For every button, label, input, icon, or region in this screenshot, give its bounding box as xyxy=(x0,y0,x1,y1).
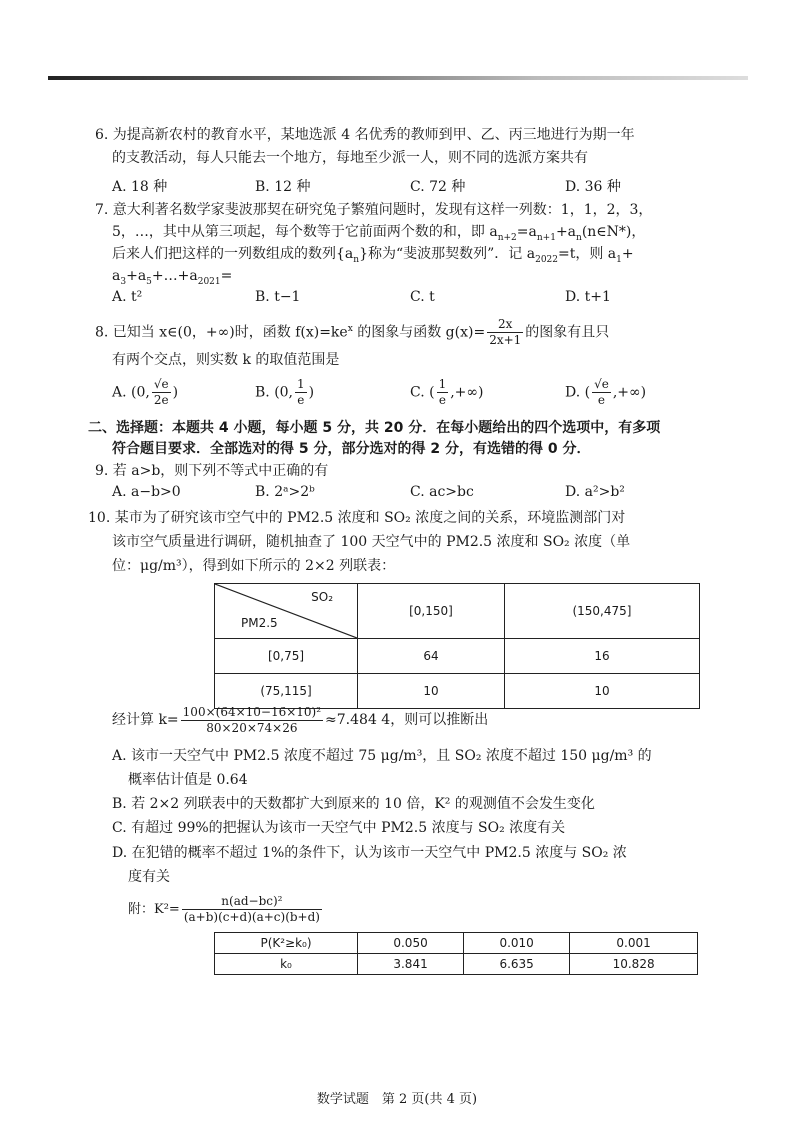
table-cell: 0.050 xyxy=(358,933,464,954)
q10-option-d-line1: D. 在犯错的概率不超过 1%的条件下，认为该市一天空气中 PM2.5 浓度与 SO₂ 浓 xyxy=(112,845,627,861)
q10-option-d-line2: 度有关 xyxy=(128,869,170,885)
table-cell: 6.635 xyxy=(464,954,570,975)
q9-option-d: D. a²>b² xyxy=(565,484,625,500)
q10-stem-line3: 位：μg/m³），得到如下所示的 2×2 列联表： xyxy=(112,558,396,574)
q6-stem-line1: 6. 为提高新农村的教育水平，某地选派 4 名优秀的教师到甲、乙、丙三地进行为期一年 xyxy=(95,127,635,143)
table-corner-cell xyxy=(215,584,358,639)
col-header: (150,475] xyxy=(504,584,699,639)
q6-stem-line2: 的支教活动，每人只能去一个地方，每地至少派一人，则不同的选派方案共有 xyxy=(112,150,588,166)
table-cell: 3.841 xyxy=(358,954,464,975)
table-cell: 10.828 xyxy=(570,954,698,975)
table-row xyxy=(215,584,700,639)
q6-option-d: D. 36 种 xyxy=(565,179,621,195)
k-squared-formula: 附：K²= $\frac{\text{n(ad−bc)²}}{(a+b)(c+d)(a+c)(b+d)}$ xyxy=(128,894,320,924)
q7-stem-line2: 5，…，其中从第三项起，每个数等于它前面两个数的和，即 $a_{n+2}=a_{n+1}+a_n(n\in N*)$， xyxy=(112,224,646,243)
q7-stem-line4: $a_3+a_5+\dots+a_{2021}=$ xyxy=(112,268,233,287)
q10-calculation: 经计算 k= $\frac{\text{100×(64×10−16×10)²}}{80\times 20\times 74\times 26}$ ≈7.484 4，则可以推断出 xyxy=(112,704,489,735)
q6-option-a: A. 18 种 xyxy=(112,179,168,195)
q8-fraction: $\frac{2x}{2x+1}$ xyxy=(489,317,522,348)
row-header: k₀ xyxy=(215,954,358,975)
table-cell: 10 xyxy=(504,674,699,709)
header-rule xyxy=(48,76,748,80)
q8-stem-line2: 有两个交点，则实数 k 的取值范围是 xyxy=(112,352,340,368)
q10-option-a-line2: 概率估计值是 0.64 xyxy=(128,772,248,788)
critical-value-table xyxy=(214,932,698,975)
q10-stem-line2: 该市空气质量进行调研，随机抽查了 100 天空气中的 PM2.5 浓度和 SO₂ 浓度（单 xyxy=(112,534,631,550)
q9-option-a: A. a−b>0 xyxy=(112,484,181,500)
table-row xyxy=(215,639,700,674)
q7-option-d: D. t+1 xyxy=(565,289,611,305)
q8-stem-line1: 8. 已知当 x∈(0，+∞)时，函数 $f(x)=ke^x$ 的图象与函数 g(x)= $\frac{2x}{2x+1}$ 的图象有且只 xyxy=(95,317,610,348)
table-row xyxy=(215,954,698,975)
table-row xyxy=(215,933,698,954)
q7-stem-line1: 7. 意大利著名数学家斐波那契在研究兔子繁殖问题时，发现有这样一列数：1，1，2，3， xyxy=(95,202,653,218)
q9-stem: 9. 若 a>b，则下列不等式中正确的有 xyxy=(95,463,329,479)
page-footer: 数学试题 第 2 页(共 4 页) xyxy=(316,1092,478,1107)
q8-option-d: D. ( $\frac{√e}{e}$ ,+∞) xyxy=(565,377,647,407)
table-cell: 10 xyxy=(358,674,505,709)
table-cell: 64 xyxy=(358,639,505,674)
section2-heading-line1: 二、选择题：本题共 4 小题，每小题 5 分，共 20 分．在每小题给出的四个选项中，有多项 xyxy=(88,420,661,436)
q10-option-b: B. 若 2×2 列联表中的天数都扩大到原来的 10 倍，K² 的观测值不会发生变化 xyxy=(112,796,595,812)
q8-option-b: B. (0, $\frac{1}{e}$ ) xyxy=(255,377,315,407)
corner-col-label: SO₂ xyxy=(311,590,333,604)
q10-option-a-line1: A. 该市一天空气中 PM2.5 浓度不超过 75 μg/m³，且 SO₂ 浓度不超过 150 μg/m³ 的 xyxy=(112,748,652,764)
row-header: (75,115] xyxy=(215,674,358,709)
table-cell: 16 xyxy=(504,639,699,674)
table-cell: 0.010 xyxy=(464,933,570,954)
corner-row-label: PM2.5 xyxy=(241,616,278,630)
col-header: [0,150] xyxy=(358,584,505,639)
table-cell: 0.001 xyxy=(570,933,698,954)
row-header: P(K²≥k₀) xyxy=(215,933,358,954)
corner-diagonal xyxy=(215,584,357,638)
row-header: [0,75] xyxy=(215,639,358,674)
q8-option-c: C. ( $\frac{1}{e}$ ,+∞) xyxy=(410,377,484,407)
q7-option-a: A. t² xyxy=(112,289,143,305)
q8-option-a: A. (0, $\frac{√e}{2e}$ ) xyxy=(112,377,179,407)
q9-option-b: B. 2ᵃ>2ᵇ xyxy=(255,484,315,500)
q7-option-b: B. t−1 xyxy=(255,289,301,305)
q6-option-b: B. 12 种 xyxy=(255,179,311,195)
q9-option-c: C. ac>bc xyxy=(410,484,474,500)
q6-option-c: C. 72 种 xyxy=(410,179,466,195)
q10-option-c: C. 有超过 99%的把握认为该市一天空气中 PM2.5 浓度与 SO₂ 浓度有关 xyxy=(112,820,566,836)
q10-stem-line1: 10. 某市为了研究该市空气中的 PM2.5 浓度和 SO₂ 浓度之间的关系，环境监测部门对 xyxy=(88,510,626,526)
contingency-table xyxy=(214,583,700,709)
section2-heading-line2: 符合题目要求．全部选对的得 5 分，部分选对的得 2 分，有选错的得 0 分． xyxy=(112,441,591,457)
q7-stem-line3: 后来人们把这样的一列数组成的数列$\{a_n\}$称为“斐波那契数列”．记 $a_{2022}=t$，则 $a_1+$ xyxy=(112,246,634,265)
q7-option-c: C. t xyxy=(410,289,435,305)
